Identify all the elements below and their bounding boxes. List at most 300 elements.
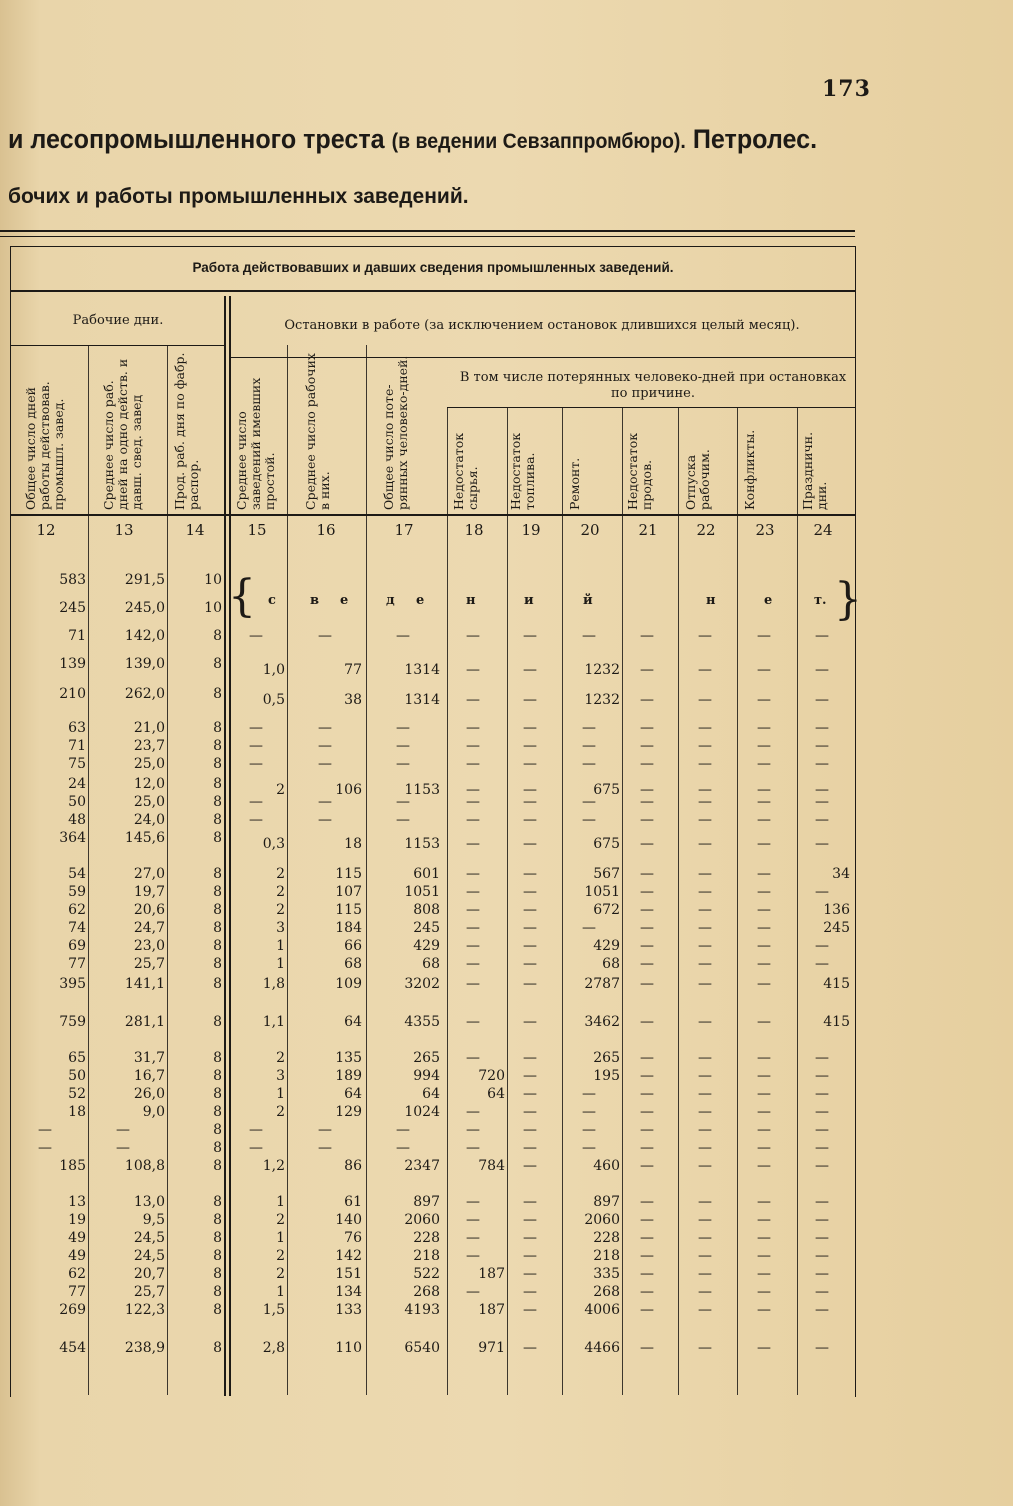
table-cell: 2060 — [404, 1212, 440, 1228]
table-cell: — — [523, 1302, 537, 1318]
table-cell: 3202 — [404, 976, 440, 992]
table-cell: — — [815, 738, 829, 754]
no-data-letter: д — [386, 593, 395, 608]
table-cell: — — [757, 920, 771, 936]
table-cell: — — [698, 794, 712, 810]
table-cell: — — [582, 1122, 596, 1138]
table-cell: — — [640, 628, 654, 644]
table-cell: — — [698, 1284, 712, 1300]
table-cell: 218 — [593, 1248, 620, 1264]
table-cell: — — [523, 794, 537, 810]
table-cell: — — [466, 1212, 480, 1228]
table-cell: — — [757, 1068, 771, 1084]
table-cell: 108,8 — [124, 1158, 165, 1174]
table-cell: 64 — [344, 1086, 362, 1102]
column-header: Конфликты. — [742, 429, 757, 510]
table-cell: 1051 — [404, 884, 440, 900]
table-cell: 971 — [478, 1340, 505, 1356]
table-cell: 1153 — [404, 836, 440, 852]
table-cell: — — [698, 692, 712, 708]
table-cell: — — [757, 866, 771, 882]
table-cell: — — [757, 812, 771, 828]
table-cell: 522 — [413, 1266, 440, 1282]
column-number: 20 — [580, 521, 600, 539]
table-cell: — — [396, 628, 410, 644]
table-cell: 808 — [413, 902, 440, 918]
table-cell: — — [757, 1158, 771, 1174]
column-number: 14 — [185, 521, 205, 539]
table-cell: — — [698, 902, 712, 918]
table-cell: 265 — [413, 1050, 440, 1066]
group-work-days: Рабочие дни. — [72, 313, 164, 328]
table-cell: 1 — [276, 1086, 285, 1102]
table-cell: — — [466, 692, 480, 708]
table-cell: 145,6 — [124, 830, 165, 846]
table-cell: — — [757, 1122, 771, 1138]
table-cell: — — [523, 628, 537, 644]
table-cell: 54 — [68, 866, 86, 882]
table-cell: 415 — [823, 976, 850, 992]
table-cell: 291,5 — [124, 572, 165, 588]
table-cell: — — [523, 920, 537, 936]
table-cell: — — [523, 1104, 537, 1120]
table-cell: — — [523, 692, 537, 708]
table-cell: 460 — [593, 1158, 620, 1174]
table-cell: 1,8 — [262, 976, 285, 992]
table-cell: — — [523, 1284, 537, 1300]
column-header: Недостаток сырья. — [451, 432, 480, 510]
table-cell: 265 — [593, 1050, 620, 1066]
table-cell: 107 — [335, 884, 362, 900]
table-cell: — — [815, 756, 829, 772]
table-cell: — — [640, 1302, 654, 1318]
no-data-letter: е — [764, 593, 773, 608]
table-cell: 8 — [213, 1284, 222, 1300]
table-cell: 61 — [344, 1194, 362, 1210]
table-cell: — — [466, 1122, 480, 1138]
table-cell: 129 — [335, 1104, 362, 1120]
table-cell: — — [815, 938, 829, 954]
table-cell: 115 — [335, 902, 362, 918]
column-header: Отпуска рабочим. — [683, 449, 712, 510]
table-cell: — — [757, 782, 771, 798]
table-cell: 1,5 — [262, 1302, 285, 1318]
column-number: 13 — [114, 521, 134, 539]
column-number: 18 — [464, 521, 484, 539]
table-cell: — — [698, 1068, 712, 1084]
table-cell: 4355 — [404, 1014, 440, 1030]
table-cell: — — [640, 1122, 654, 1138]
table-cell: 281,1 — [124, 1014, 165, 1030]
table-cell: — — [757, 938, 771, 954]
table-cell: 24,7 — [133, 920, 165, 936]
table-cell: 4466 — [584, 1340, 620, 1356]
table-cell: 1,0 — [262, 662, 285, 678]
table-cell: — — [757, 1266, 771, 1282]
table-cell: 897 — [593, 1194, 620, 1210]
table-cell: — — [757, 1248, 771, 1264]
title-end: Петролес. — [692, 124, 818, 154]
table-cell: — — [466, 1014, 480, 1030]
table-cell: — — [698, 1194, 712, 1210]
table-cell: — — [249, 628, 263, 644]
group-stoppages: Остановки в работе (за исключением остановок длившихся целый месяц). — [284, 318, 800, 333]
table-cell: — — [698, 720, 712, 736]
table-cell: — — [757, 836, 771, 852]
table-cell: — — [698, 1302, 712, 1318]
table-cell: 8 — [213, 776, 222, 792]
header-rule-1 — [10, 290, 856, 292]
table-cell: 141,1 — [124, 976, 165, 992]
table-cell: 49 — [68, 1248, 86, 1264]
table-cell: 20,6 — [133, 902, 165, 918]
table-cell: — — [523, 662, 537, 678]
table-cell: — — [815, 1194, 829, 1210]
table-cell: 1232 — [584, 692, 620, 708]
table-cell: — — [582, 1140, 596, 1156]
table-cell: — — [640, 836, 654, 852]
table-cell: 3 — [276, 1068, 285, 1084]
table-cell: 0,5 — [262, 692, 285, 708]
table-cell: 133 — [335, 1302, 362, 1318]
table-cell: 8 — [213, 938, 222, 954]
table-cell: — — [523, 1230, 537, 1246]
column-divider — [447, 407, 448, 1395]
table-cell: 8 — [213, 1302, 222, 1318]
table-cell: — — [757, 884, 771, 900]
table-cell: 25,7 — [133, 1284, 165, 1300]
table-cell: — — [757, 756, 771, 772]
table-cell: 18 — [344, 836, 362, 852]
table-cell: 26,0 — [133, 1086, 165, 1102]
table-cell: — — [396, 812, 410, 828]
column-divider — [797, 407, 798, 1395]
table-cell: — — [582, 756, 596, 772]
table-cell: 23,7 — [133, 738, 165, 754]
table-cell: 675 — [593, 782, 620, 798]
table-cell: — — [757, 794, 771, 810]
table-cell: — — [640, 812, 654, 828]
table-cell: 1 — [276, 1194, 285, 1210]
no-data-letter: е — [416, 593, 425, 608]
table-cell: — — [698, 738, 712, 754]
table-cell: — — [466, 866, 480, 882]
table-cell: — — [640, 1230, 654, 1246]
table-cell: — — [640, 738, 654, 754]
table-cell: — — [523, 1212, 537, 1228]
table-cell: 364 — [59, 830, 86, 846]
table-cell: 19,7 — [133, 884, 165, 900]
table-cell: 1232 — [584, 662, 620, 678]
table-cell: — — [640, 1158, 654, 1174]
table-cell: — — [640, 1248, 654, 1264]
table-cell: — — [815, 1158, 829, 1174]
table-cell: — — [640, 1284, 654, 1300]
column-number: 12 — [36, 521, 56, 539]
table-cell: 8 — [213, 1212, 222, 1228]
table-cell: — — [523, 1122, 537, 1138]
table-cell: — — [466, 720, 480, 736]
table-cell: 245 — [59, 600, 86, 616]
table-cell: 10 — [204, 600, 222, 616]
table-cell: 6540 — [404, 1340, 440, 1356]
table-cell: — — [466, 956, 480, 972]
table-cell: — — [466, 1050, 480, 1066]
table-cell: — — [466, 756, 480, 772]
table-cell: 2 — [276, 884, 285, 900]
table-cell: — — [640, 692, 654, 708]
table-cell: 8 — [213, 1340, 222, 1356]
table-cell: — — [640, 956, 654, 972]
table-cell: 3462 — [584, 1014, 620, 1030]
column-divider — [287, 345, 288, 1395]
table-cell: 135 — [335, 1050, 362, 1066]
table-cell: 1051 — [584, 884, 620, 900]
table-cell: 1,1 — [262, 1014, 285, 1030]
table-cell: 13 — [68, 1194, 86, 1210]
table-cell: 395 — [59, 976, 86, 992]
title-main: и лесопромышленного треста — [8, 124, 385, 154]
table-cell: 75 — [68, 756, 86, 772]
table-cell: 8 — [213, 830, 222, 846]
table-cell: 8 — [213, 884, 222, 900]
title-note: (в ведении Севзаппромбюро). — [391, 130, 686, 153]
table-cell: — — [582, 920, 596, 936]
table-cell: — — [318, 628, 332, 644]
table-cell: — — [815, 836, 829, 852]
table-cell: — — [466, 836, 480, 852]
table-cell: 8 — [213, 656, 222, 672]
table-cell: 567 — [593, 866, 620, 882]
table-cell: — — [318, 756, 332, 772]
table-cell: — — [640, 662, 654, 678]
table-cell: — — [698, 1140, 712, 1156]
table-cell: — — [640, 756, 654, 772]
table-cell: — — [815, 884, 829, 900]
table-cell: — — [640, 1086, 654, 1102]
table-cell: — — [815, 794, 829, 810]
table-cell: — — [815, 1284, 829, 1300]
table-cell: 1 — [276, 1284, 285, 1300]
table-cell: 8 — [213, 1248, 222, 1264]
table-cell: — — [815, 1140, 829, 1156]
table-cell: 8 — [213, 812, 222, 828]
table-cell: 2 — [276, 866, 285, 882]
table-cell: — — [640, 1266, 654, 1282]
table-cell: — — [698, 628, 712, 644]
table-cell: — — [757, 662, 771, 678]
table-cell: — — [757, 1194, 771, 1210]
table-cell: — — [249, 738, 263, 754]
table-cell: 19 — [68, 1212, 86, 1228]
column-number: 21 — [638, 521, 658, 539]
table-cell: — — [318, 1122, 332, 1138]
table-cell: — — [640, 1212, 654, 1228]
column-number: 23 — [755, 521, 775, 539]
no-data-letter: й — [583, 593, 593, 608]
table-cell: — — [815, 1086, 829, 1102]
table-cell: 1,2 — [262, 1158, 285, 1174]
table-cell: 140 — [335, 1212, 362, 1228]
table-cell: — — [757, 1140, 771, 1156]
table-cell: 62 — [68, 1266, 86, 1282]
table-cell: — — [523, 1050, 537, 1066]
column-header: Праздничн. дни. — [800, 431, 829, 510]
table-cell: 2060 — [584, 1212, 620, 1228]
table-cell: — — [466, 662, 480, 678]
table-cell: — — [698, 1158, 712, 1174]
table-cell: 12,0 — [133, 776, 165, 792]
table-cell: — — [318, 1140, 332, 1156]
table-cell: 142 — [335, 1248, 362, 1264]
table-cell: — — [815, 692, 829, 708]
table-cell: 9,0 — [142, 1104, 165, 1120]
table-cell: — — [640, 1140, 654, 1156]
table-cell: — — [815, 662, 829, 678]
column-header: Общее число дней работы действовав. промышл. завед. — [23, 381, 66, 510]
table-cell: 262,0 — [124, 686, 165, 702]
table-cell: — — [466, 902, 480, 918]
table-cell: 0,3 — [262, 836, 285, 852]
table-cell: 1314 — [404, 692, 440, 708]
table-cell: — — [523, 976, 537, 992]
table-cell: 583 — [59, 572, 86, 588]
table-cell: — — [757, 1302, 771, 1318]
table-cell: 24,5 — [133, 1248, 165, 1264]
table-cell: — — [318, 794, 332, 810]
table-cell: — — [815, 1104, 829, 1120]
table-cell: — — [640, 902, 654, 918]
table-cell: — — [523, 1086, 537, 1102]
table-cell: — — [698, 1248, 712, 1264]
table-cell: — — [757, 1086, 771, 1102]
page-title — [8, 124, 817, 155]
table-cell: — — [640, 884, 654, 900]
table-cell: — — [640, 976, 654, 992]
table-cell: — — [757, 956, 771, 972]
no-data-letter: н — [466, 593, 476, 608]
table-cell: — — [523, 1158, 537, 1174]
table-cell: — — [698, 1086, 712, 1102]
table-cell: 65 — [68, 1050, 86, 1066]
table-cell: 59 — [68, 884, 86, 900]
column-header: Прод. раб. дня по фабр. распор. — [172, 352, 201, 510]
table-cell: 2 — [276, 1266, 285, 1282]
column-divider — [622, 407, 623, 1395]
table-cell: 1153 — [404, 782, 440, 798]
table-cell: — — [582, 738, 596, 754]
table-cell: — — [757, 720, 771, 736]
table-cell: — — [815, 1230, 829, 1246]
table-cell: 672 — [593, 902, 620, 918]
table-cell: — — [396, 738, 410, 754]
table-cell: 8 — [213, 1050, 222, 1066]
table-cell: — — [582, 1104, 596, 1120]
table-cell: — — [249, 756, 263, 772]
table-cell: — — [698, 782, 712, 798]
table-cell: — — [582, 812, 596, 828]
table-cell: — — [640, 794, 654, 810]
header-rule-2 — [10, 345, 224, 346]
table-cell: — — [698, 1122, 712, 1138]
table-cell: 86 — [344, 1158, 362, 1174]
table-cell: 8 — [213, 738, 222, 754]
header-bottom-rule — [10, 514, 856, 516]
table-cell: — — [116, 1140, 130, 1156]
table-cell: 139 — [59, 656, 86, 672]
table-cell: 720 — [478, 1068, 505, 1084]
table-cell: 210 — [59, 686, 86, 702]
table-cell: — — [466, 938, 480, 954]
table-cell: — — [698, 938, 712, 954]
table-cell: — — [466, 1104, 480, 1120]
column-header: Среднее число рабочих в них. — [303, 353, 332, 510]
table-cell: — — [640, 1340, 654, 1356]
column-header: Ремонт. — [567, 457, 582, 510]
table-cell: 454 — [59, 1340, 86, 1356]
table-cell: — — [582, 794, 596, 810]
table-cell: — — [582, 1086, 596, 1102]
table-cell: 2347 — [404, 1158, 440, 1174]
table-cell: — — [466, 794, 480, 810]
table-cell: — — [396, 794, 410, 810]
table-cell: 62 — [68, 902, 86, 918]
table-cell: — — [249, 794, 263, 810]
table-cell: — — [523, 902, 537, 918]
table-cell: 16,7 — [133, 1068, 165, 1084]
column-divider — [507, 407, 508, 1395]
table-cell: — — [698, 956, 712, 972]
table-cell: — — [757, 1340, 771, 1356]
table-cell: — — [396, 720, 410, 736]
no-data-letter: е — [340, 593, 349, 608]
table-cell: 24,0 — [133, 812, 165, 828]
table-cell: 1314 — [404, 662, 440, 678]
column-divider — [678, 407, 679, 1395]
table-cell: — — [640, 1104, 654, 1120]
table-cell: 3 — [276, 920, 285, 936]
table-cell: — — [698, 836, 712, 852]
table-cell: 4193 — [404, 1302, 440, 1318]
table-cell: — — [815, 956, 829, 972]
group-lost-days: В том числе потерянных человеко-дней при остановках по причине. — [459, 370, 847, 401]
table-cell: — — [815, 782, 829, 798]
table-cell: 8 — [213, 956, 222, 972]
table-cell: — — [523, 812, 537, 828]
table-cell: 8 — [213, 1158, 222, 1174]
table-cell: — — [466, 884, 480, 900]
table-cell: 142,0 — [124, 628, 165, 644]
table-cell: 25,0 — [133, 756, 165, 772]
table-cell: — — [698, 662, 712, 678]
table-cell: 31,7 — [133, 1050, 165, 1066]
table-cell: — — [815, 720, 829, 736]
table-cell: 8 — [213, 794, 222, 810]
table-cell: — — [523, 720, 537, 736]
table-cell: — — [757, 1212, 771, 1228]
table-cell: — — [466, 628, 480, 644]
column-number: 15 — [247, 521, 267, 539]
table-cell: — — [523, 782, 537, 798]
table-cell: 50 — [68, 1068, 86, 1084]
table-cell: — — [466, 1140, 480, 1156]
table-cell: 1 — [276, 956, 285, 972]
table-cell: — — [698, 1014, 712, 1030]
column-header: Среднее число заведений имевших простой. — [234, 377, 277, 510]
table-cell: 134 — [335, 1284, 362, 1300]
table-cell: 64 — [344, 1014, 362, 1030]
table-cell: 238,9 — [124, 1340, 165, 1356]
